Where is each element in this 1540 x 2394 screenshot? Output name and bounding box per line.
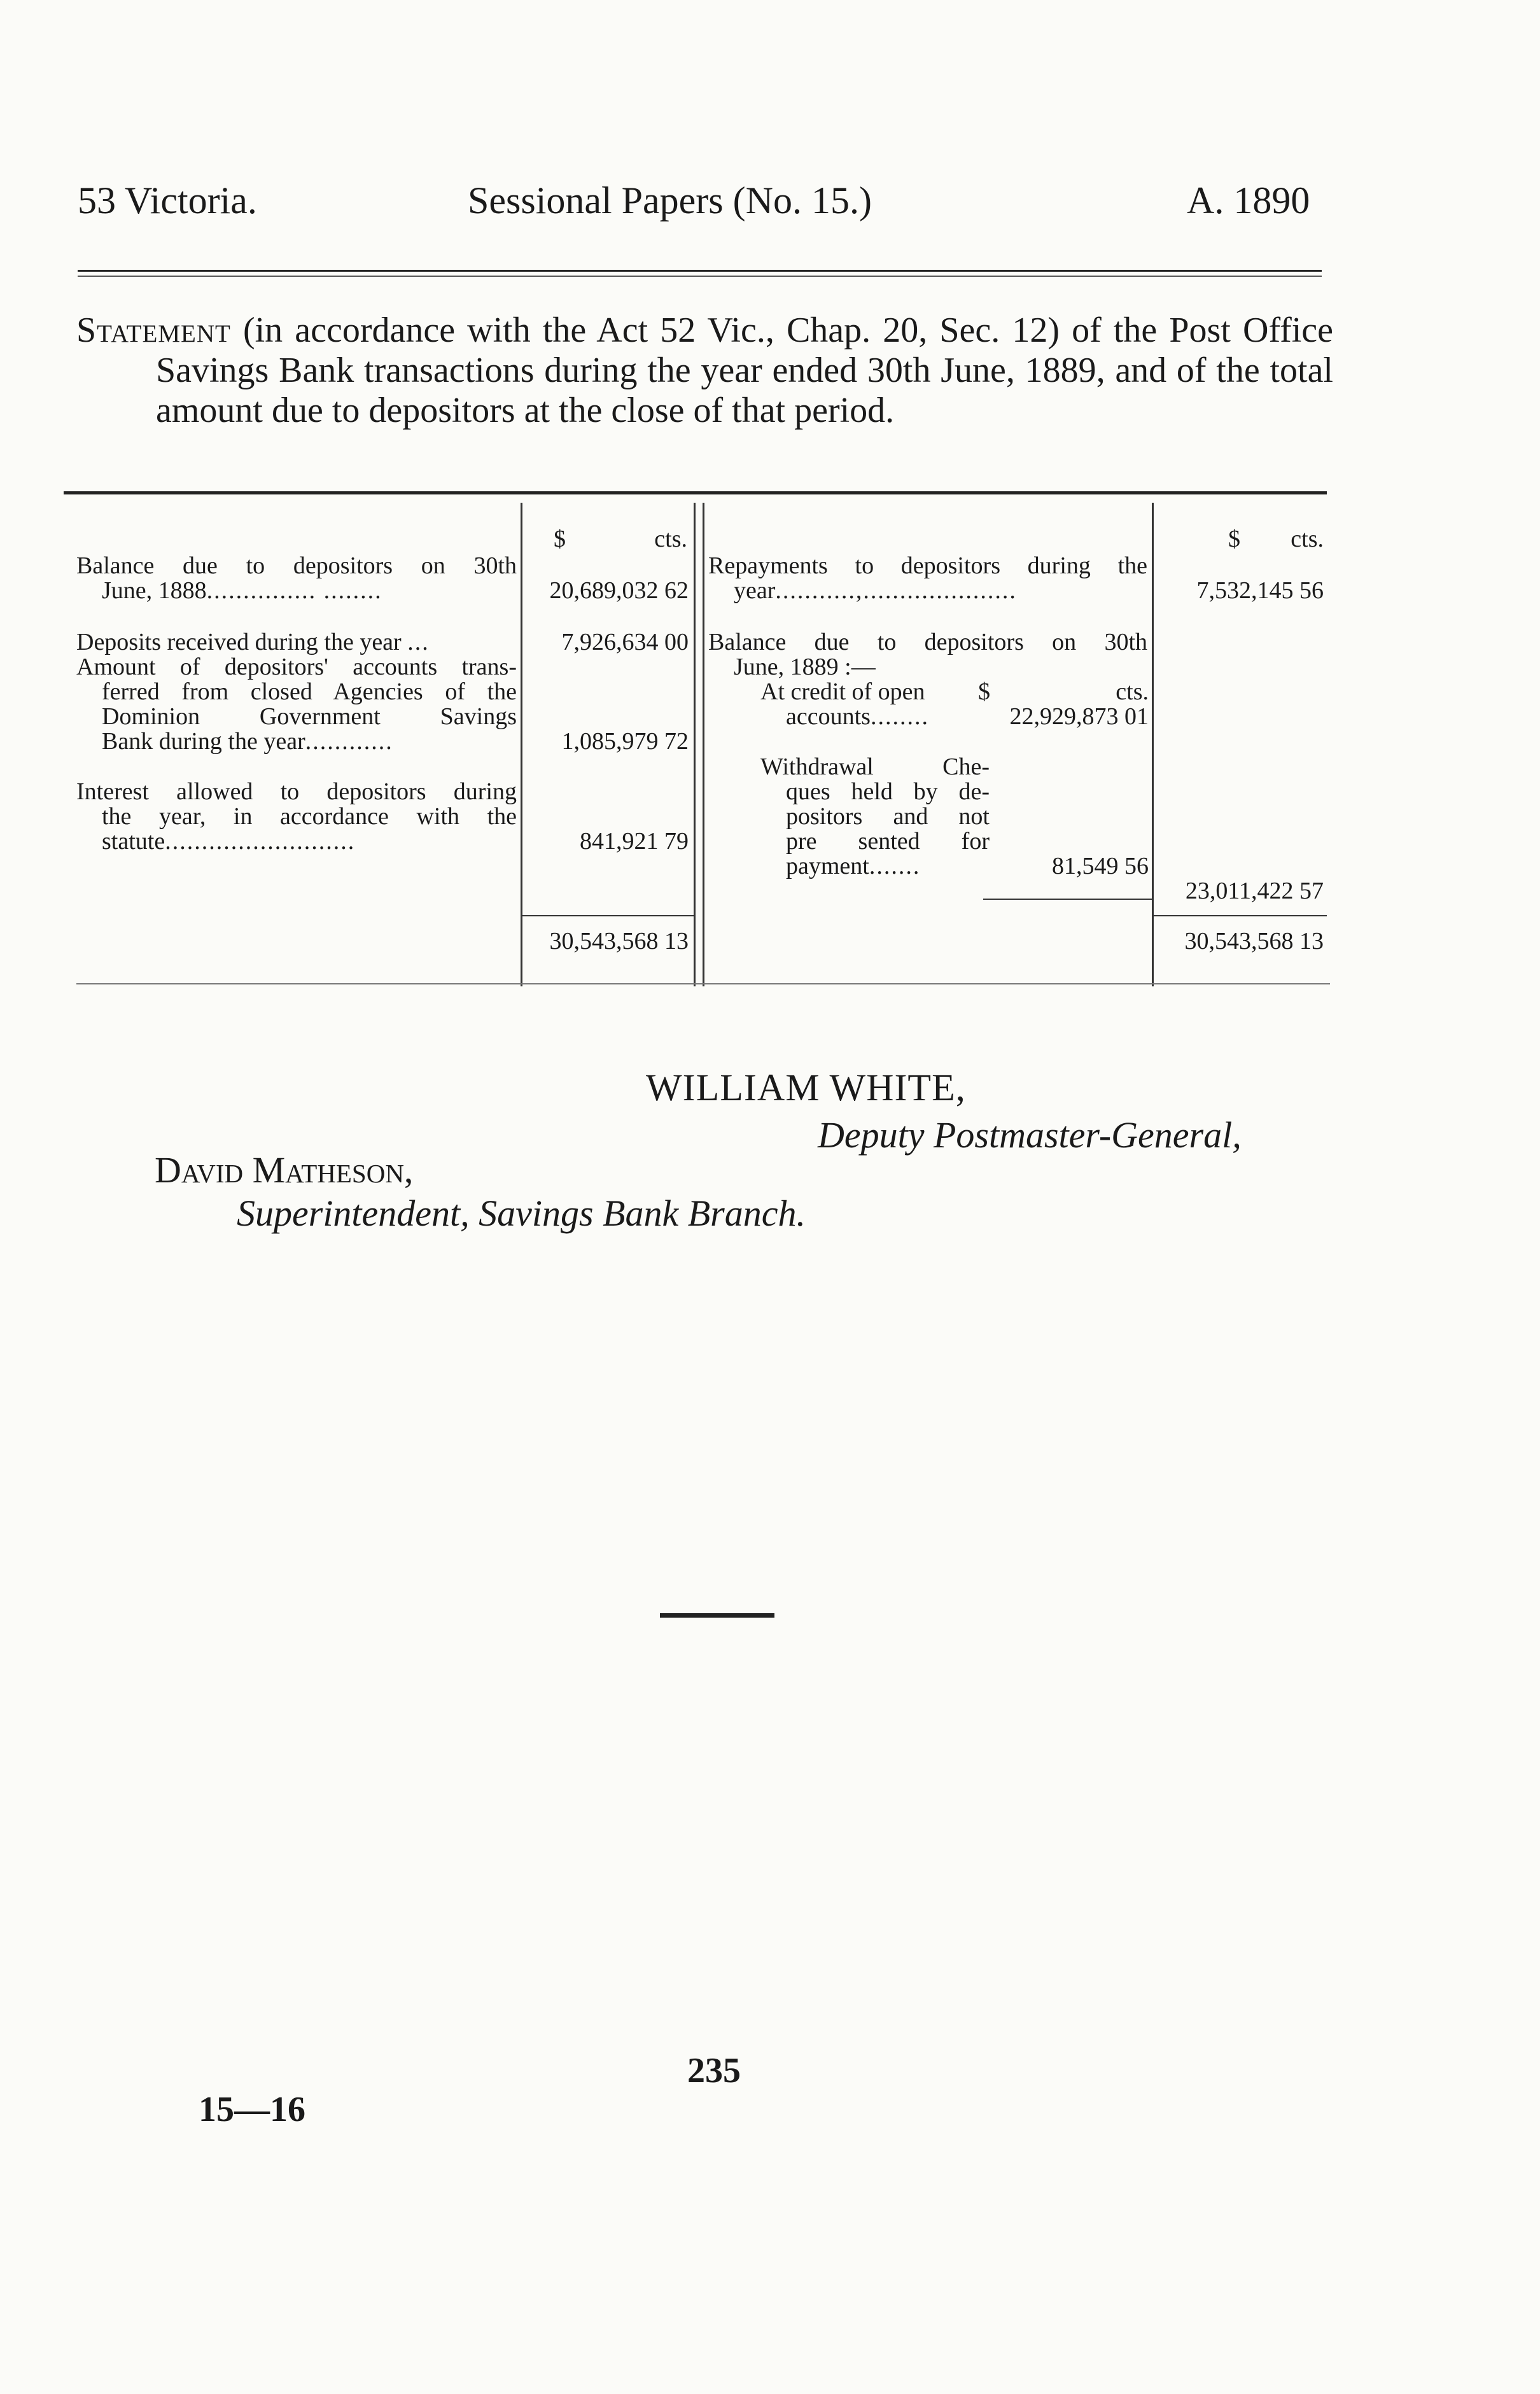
withdrawal-amount: 81,549 56 (1052, 853, 1149, 879)
withdrawal-rule (983, 899, 1152, 900)
left-entry-transfers (76, 655, 517, 754)
entry-text: pre sented for (786, 828, 990, 855)
leader-dots: ............... ........ (206, 577, 382, 604)
right-cents-head: cts. (1291, 526, 1324, 552)
running-title: Sessional Papers (No. 15.) (468, 179, 872, 221)
entry-text: Balance due to depositors on 30th (76, 552, 517, 579)
table-top-rule (64, 491, 1327, 494)
left-total: 30,543,568 13 (549, 928, 689, 955)
entry-text: Dominion Government Savings (102, 703, 517, 730)
entry-text: payment (786, 853, 869, 879)
left-amount-transfers: 1,085,979 72 (561, 728, 689, 755)
right-total-rule (1152, 915, 1327, 916)
entry-text: ferred from closed Agencies of the (102, 678, 517, 705)
credit-cents-head: cts. (1116, 678, 1149, 705)
leader-dots: ........ (870, 703, 929, 730)
left-dollar-head: $ (554, 526, 566, 552)
left-amount-interest: 841,921 79 (580, 828, 689, 855)
leader-dots: ............ (305, 728, 393, 755)
credit-amount: 22,929,873 01 (1009, 703, 1149, 730)
entry-text: Balance due to depositors on 30th (708, 629, 1147, 655)
table-divider-middle (694, 503, 696, 986)
left-entry-balance-1888 (76, 554, 517, 603)
entry-text: Interest allowed to depositors during (76, 778, 517, 805)
left-entry-deposits (76, 630, 517, 655)
left-money-head (554, 527, 687, 552)
session-label: 53 Victoria. (78, 179, 257, 221)
left-amount-deposits: 7,926,634 00 (561, 629, 689, 655)
entry-text: Withdrawal Che- (760, 753, 990, 780)
entry-text: At credit of open (760, 678, 925, 705)
leader-dots: ....... (869, 853, 921, 879)
right-entry-open-accounts (760, 680, 1149, 729)
deputy-name: WILLIAM WHITE, (646, 1067, 966, 1109)
entry-text: Deposits received during the year (76, 629, 402, 655)
table-divider-right (1152, 503, 1154, 986)
right-dollar-head: $ (1228, 526, 1240, 552)
right-money-head (1228, 527, 1324, 552)
right-entry-repayments (708, 554, 1147, 603)
entry-text: year (734, 577, 776, 604)
entry-text: statute (102, 828, 165, 855)
credit-dollar-head: $ (978, 678, 990, 705)
entry-text: ques held by de- (786, 778, 990, 805)
entry-text: the year, in accordance with the (102, 803, 517, 830)
leader-dots: ...........,..................... (775, 577, 1017, 604)
entry-text: June, 1888 (102, 577, 207, 604)
superintendent-title: Superintendent, Savings Bank Branch. (237, 1193, 806, 1234)
statement-text: (in accordance with the Act 52 Vic., Chap. 20, Sec. 12) of the Post Office Savings Bank transactions during the year ended 30th June, 1889, and of the total amount due to depositors at the close of that period. (156, 311, 1334, 430)
right-entry-balance-1889 (708, 630, 1147, 680)
left-total-rule (522, 915, 694, 916)
header-rule (78, 270, 1322, 272)
entry-text: Repayments to depositors during the (708, 552, 1147, 579)
deputy-title: Deputy Postmaster-General, (818, 1114, 1242, 1156)
entry-text: positors and not (786, 803, 990, 830)
right-amount-repayments: 7,532,145 56 (1196, 577, 1324, 604)
right-entry-withdrawal-cheques (760, 755, 1149, 879)
left-amount-balance-1888: 20,689,032 62 (549, 577, 689, 604)
entry-text: Amount of depositors' accounts trans- (76, 654, 517, 680)
sheet-signature: 15—16 (199, 2090, 305, 2129)
superintendent-name: David Matheson, (155, 1149, 414, 1191)
table-divider-left (521, 503, 522, 986)
closing-rule (660, 1613, 774, 1618)
table-divider-middle-2 (703, 503, 704, 986)
page-number: 235 (687, 2051, 741, 2090)
statement-lead: Statement (76, 311, 231, 350)
right-total: 30,543,568 13 (1184, 928, 1324, 955)
left-cents-head: cts. (654, 526, 687, 552)
entry-text: accounts (786, 703, 871, 730)
entry-text: Bank during the year (102, 728, 305, 755)
leader-dots: ... (407, 629, 430, 655)
left-entry-interest (76, 780, 517, 854)
right-amount-balance-1889: 23,011,422 57 (1185, 878, 1324, 904)
statement-heading (76, 311, 1333, 431)
leader-dots: .......................... (165, 828, 356, 855)
header-rule-thin (78, 276, 1322, 277)
entry-text: June, 1889 :— (734, 654, 876, 680)
table-bottom-rule (76, 983, 1330, 984)
year-label: A. 1890 (1187, 179, 1310, 221)
